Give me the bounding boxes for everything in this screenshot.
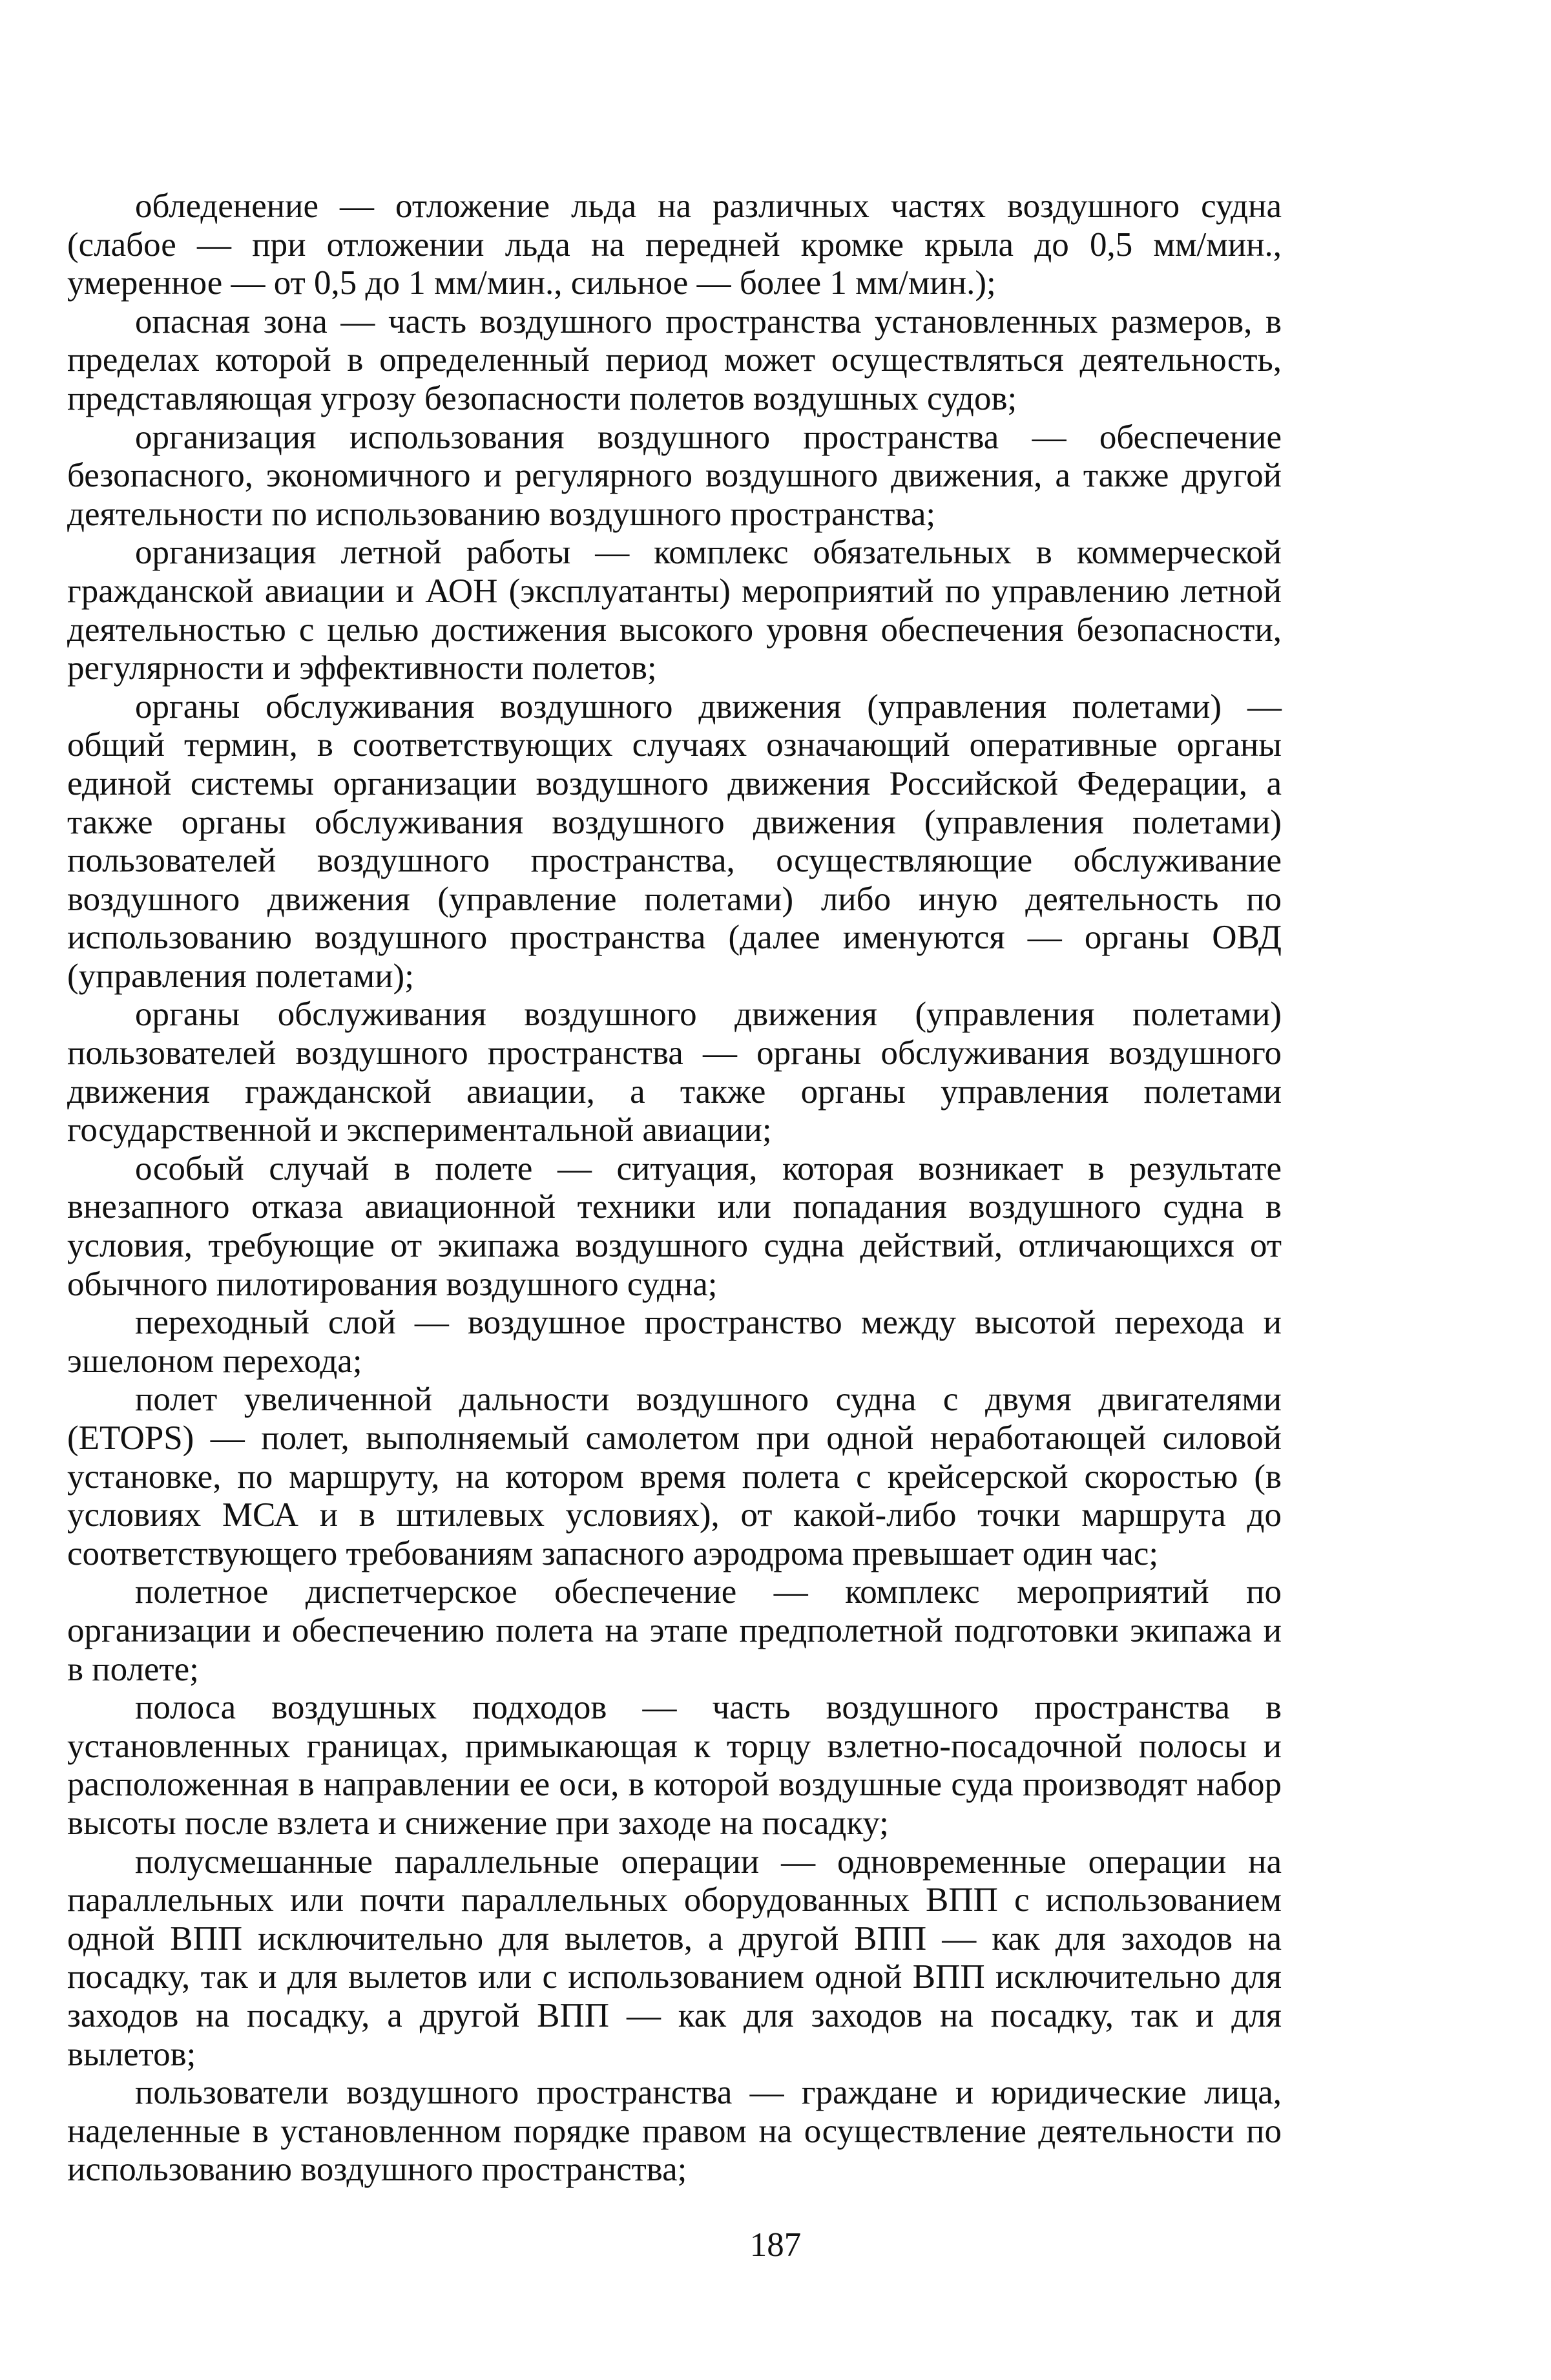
definition-paragraph: органы обслуживания воздушного движения (управления полетами) — общий термин, в соответствующих случаях означающий оперативные органы единой системы организации воздушного движения Российской Федерации, а также органы обслуживания воздушного движения (управления полетами) пользователей воздушного пространства, осуществляющие обслуживание воздушного движения (управление полетами) либо иную деятельность по использованию воздушного пространства (далее именуются — органы ОВД (управления полетами); <box>67 687 1282 995</box>
definition-paragraph: полусмешанные параллельные операции — одновременные операции на параллельных или почти параллельных оборудованных ВПП с использованием одной ВПП исключительно для вылетов, а другой ВПП — как для заходов на посадку, так и для вылетов или с использованием одной ВПП исключительно для заходов на посадку, а другой ВПП — как для заходов на посадку, так и для вылетов; <box>67 1842 1282 2073</box>
definition-paragraph: опасная зона — часть воздушного пространства установленных размеров, в пределах которой в определенный период может осуществляться деятельность, представляющая угрозу безопасности полетов воздушных судов; <box>67 302 1282 417</box>
definition-paragraph: обледенение — отложение льда на различных частях воздушного судна (слабое — при отложении льда на передней кромке крыла до 0,5 мм/мин., умеренное — от 0,5 до 1 мм/мин., сильное — более 1 мм/мин.); <box>67 187 1282 302</box>
definition-paragraph: полетное диспетчерское обеспечение — комплекс мероприятий по организации и обеспечению полета на этапе предполетной подготовки экипажа и в полете; <box>67 1573 1282 1688</box>
definition-paragraph: пользователи воздушного пространства — граждане и юридические лица, наделенные в установленном порядке правом на осуществление деятельности по использованию воздушного пространства; <box>67 2074 1282 2189</box>
definition-paragraph: полоса воздушных подходов — часть воздушного пространства в установленных границах, примыкающая к торцу взлетно-посадочной полосы и расположенная в направлении ее оси, в которой воздушные суда производят набор высоты после взлета и снижение при заходе на посадку; <box>67 1689 1282 1842</box>
page-number: 187 <box>749 2226 802 2264</box>
definition-paragraph: полет увеличенной дальности воздушного судна с двумя двигателями (ETOPS) — полет, выполняемый самолетом при одной неработающей силовой установке, по маршруту, на котором время полета с крейсерской скоростью (в условиях МСА и в штилевых условиях), от какой-либо точки маршрута до соответствующего требованиям запасного аэродрома превышает один час; <box>67 1381 1282 1572</box>
definition-paragraph: особый случай в полете — ситуация, которая возникает в результате внезапного отказа авиационной техники или попадания воздушного судна в условия, требующие от экипажа воздушного судна действий, отличающихся от обычного пилотирования воздушного судна; <box>67 1149 1282 1303</box>
definition-paragraph: переходный слой — воздушное пространство между высотой перехода и эшелоном перехода; <box>67 1304 1282 1380</box>
definition-paragraph: органы обслуживания воздушного движения (управления полетами) пользователей воздушного пространства — органы обслуживания воздушного движения гражданской авиации, а также органы управления полетами государственной и экспериментальной авиации; <box>67 996 1282 1149</box>
definitions-body <box>67 187 1282 2332</box>
definition-paragraph: организация летной работы — комплекс обязательных в коммерческой гражданской авиации и АОН (эксплуатанты) мероприятий по управлению летной деятельностью с целью достижения высокого уровня обеспечения безопасности, регулярности и эффективности полетов; <box>67 534 1282 687</box>
definition-paragraph: организация использования воздушного пространства — обеспечение безопасного, экономичного и регулярного воздушного движения, а также другой деятельности по использованию воздушного пространства; <box>67 418 1282 533</box>
